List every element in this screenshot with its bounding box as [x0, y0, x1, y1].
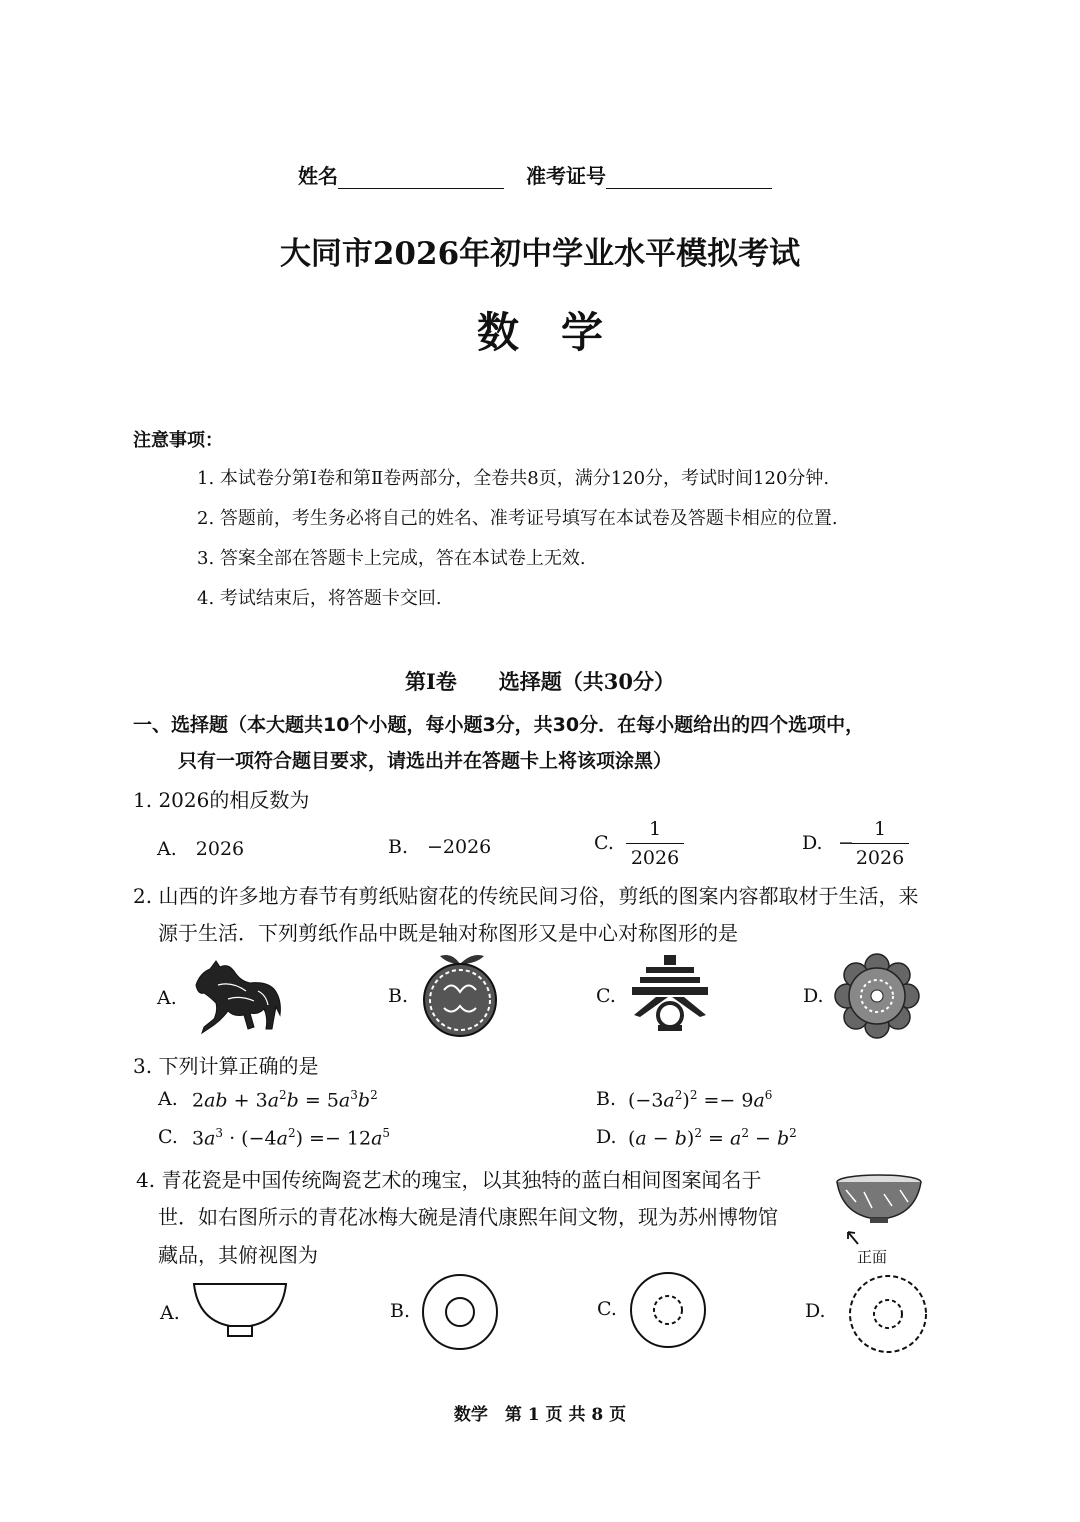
q4-stem: 藏品，其俯视图为 [158, 1243, 318, 1267]
q3-option-b-label[interactable]: B. [596, 1088, 617, 1110]
bowl-front-view-image [190, 1280, 290, 1340]
q2-option-d[interactable]: D. [803, 985, 824, 1007]
horse-papercut-image [188, 955, 284, 1037]
q4-stem: 4. 青花瓷是中国传统陶瓷艺术的瑰宝，以其独特的蓝白相间图案闻名于 [136, 1168, 762, 1192]
fraction-bar [851, 843, 909, 844]
section-intro: 一、选择题（本大题共10个小题，每小题3分，共30分．在每小题给出的四个选项中， [133, 714, 865, 736]
blue-white-bowl-image [834, 1172, 924, 1248]
exam-title: 大同市2026年初中学业水平模拟考试 [279, 236, 801, 272]
q4-option-a[interactable]: A. [160, 1302, 180, 1324]
note-item: 3. 答案全部在答题卡上完成，答在本试卷上无效. [197, 548, 586, 569]
q3-option-b-formula: $(-3a^2)^2 =- 9a^6$ [628, 1088, 773, 1112]
q4-option-c[interactable]: C. [597, 1298, 617, 1320]
q2-option-a[interactable]: A. [157, 987, 177, 1009]
dashed-circles-top-view [846, 1272, 930, 1356]
id-blank[interactable] [606, 166, 772, 189]
name-field [298, 160, 504, 189]
flower-papercut-image [834, 953, 920, 1039]
fraction-numerator: 1 [648, 818, 662, 840]
name-blank[interactable] [338, 166, 504, 189]
note-item: 2. 答题前，考生务必将自己的姓名、准考证号填写在本试卷及答题卡相应的位置. [197, 508, 838, 529]
dashed-inner-circle-top-view [628, 1270, 708, 1350]
id-field [526, 160, 772, 189]
q1-option-d-fraction [851, 818, 909, 869]
q3-option-c-label[interactable]: C. [158, 1126, 178, 1148]
q3-stem: 3. 下列计算正确的是 [133, 1054, 319, 1078]
q1-option-c-label[interactable]: C. [594, 832, 614, 854]
q1-stem: 1. 2026的相反数为 [133, 788, 310, 812]
name-label: 姓名 [298, 164, 338, 188]
q2-option-c[interactable]: C. [596, 985, 616, 1007]
front-view-label: 正面 [857, 1248, 888, 1266]
q3-option-d-formula: $(a - b)^2 = a^2 - b^2$ [628, 1126, 797, 1150]
spring-character-papercut-image [628, 953, 712, 1035]
q4-option-b[interactable]: B. [390, 1300, 411, 1322]
section-heading: 第Ⅰ卷 选择题（共30分） [404, 669, 676, 694]
q1-option-d-sign: − [838, 832, 854, 854]
note-item: 4. 考试结束后，将答题卡交回. [197, 588, 442, 609]
q2-stem: 2. 山西的许多地方春节有剪纸贴窗花的传统民间习俗，剪纸的图案内容都取材于生活，来 [133, 884, 919, 908]
q1-option-a[interactable]: A. 2026 [157, 838, 245, 860]
id-label: 准考证号 [526, 164, 606, 188]
fraction-denominator: 2026 [630, 847, 680, 869]
q1-option-d-label[interactable]: D. [802, 832, 823, 854]
page-footer: 数学 第 1 页 共 8 页 [453, 1405, 627, 1425]
q3-option-d-label[interactable]: D. [596, 1126, 617, 1148]
q4-option-d[interactable]: D. [805, 1300, 826, 1322]
subject-title: 数 学 [476, 308, 603, 357]
q3-option-a-formula: $2ab + 3a^2b = 5a^3b^2$ [192, 1088, 378, 1112]
q4-stem: 世．如右图所示的青花冰梅大碗是清代康熙年间文物，现为苏州博物馆 [158, 1205, 778, 1229]
q1-option-b[interactable]: B. −2026 [388, 836, 492, 858]
q3-option-c-formula: $3a^3 \cdot (-4a^2) =- 12a^5$ [192, 1126, 391, 1150]
fraction-bar [626, 843, 684, 844]
note-item: 1. 本试卷分第Ⅰ卷和第Ⅱ卷两部分，全卷共8页，满分120分，考试时间120分钟. [197, 468, 830, 489]
q2-option-b[interactable]: B. [388, 985, 409, 1007]
section-intro: 只有一项符合题目要求，请选出并在答题卡上将该项涂黑） [178, 750, 673, 772]
fraction-numerator: 1 [873, 818, 887, 840]
q1-option-c-fraction [626, 818, 684, 869]
q3-option-a-label[interactable]: A. [158, 1088, 178, 1110]
notes-title: 注意事项： [133, 430, 223, 451]
solid-circles-top-view [420, 1272, 500, 1352]
q2-stem: 源于生活．下列剪纸作品中既是轴对称图形又是中心对称图形的是 [158, 921, 738, 945]
fraction-denominator: 2026 [855, 847, 905, 869]
apple-papercut-image [418, 950, 502, 1038]
